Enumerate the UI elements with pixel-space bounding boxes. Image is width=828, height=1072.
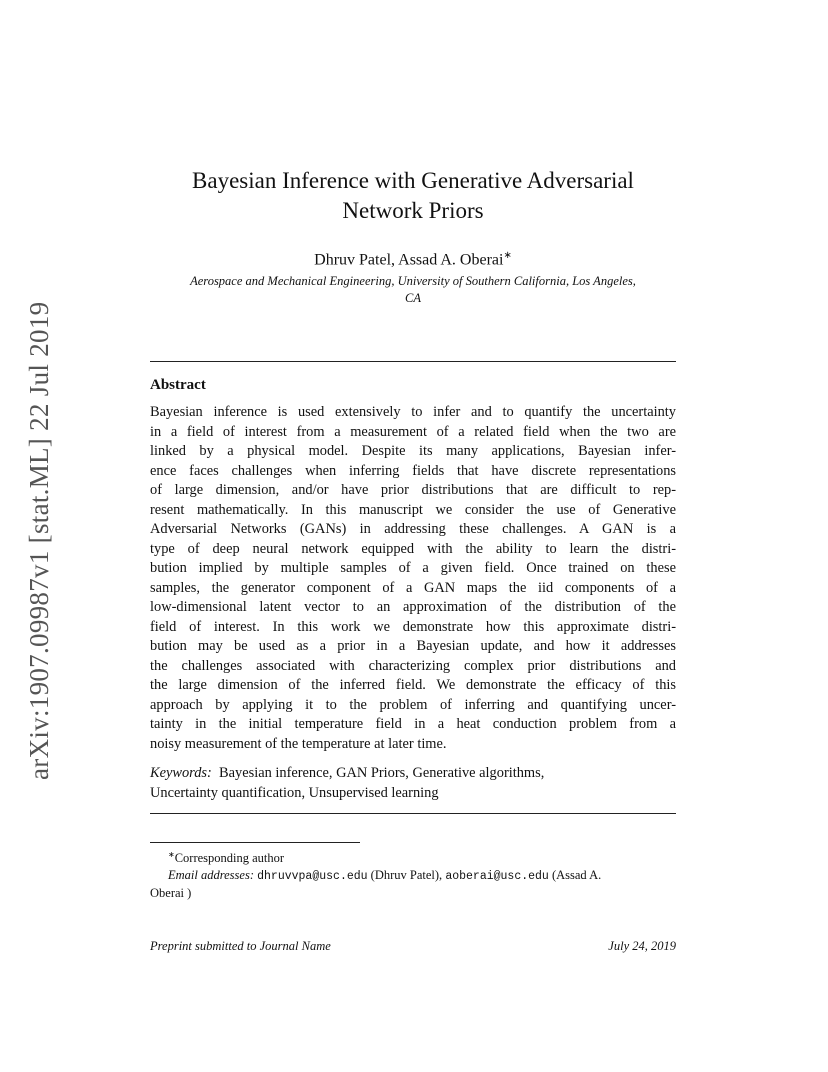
author-names: Dhruv Patel, Assad A. Oberai (314, 251, 504, 269)
email-label: Email addresses: (168, 868, 254, 883)
footnotes (150, 846, 676, 902)
email-link-oberai[interactable]: aoberai@usc.edu (445, 870, 549, 884)
email-note-continued: Oberai ) (150, 886, 192, 901)
bottom-rule (150, 813, 676, 814)
abstract-line: in a field of interest from a measurement of a related field when the two are (150, 423, 676, 440)
email-note (150, 867, 676, 885)
keywords (150, 764, 676, 803)
abstract-line: the challenges associated with characterizing complex prior distributions and (150, 657, 676, 674)
abstract-line: Adversarial Networks (GANs) in addressing these challenges. A GAN is a (150, 521, 676, 537)
footer-date: July 24, 2019 (608, 939, 676, 953)
preprint-note: Preprint submitted to Journal Name (150, 939, 331, 953)
abstract-line: approach by applying it to the problem of inferring and quantifying uncer- (150, 696, 676, 713)
abstract-line: Bayesian inference is used extensively to infer and to quantify the uncertainty (150, 404, 676, 420)
abstract-heading: Abstract (150, 377, 206, 393)
abstract-line: samples, the generator component of a GAN maps the iid components of a (150, 579, 676, 596)
email-name-oberai-1: (Assad A. (551, 868, 602, 883)
abstract-text (150, 403, 676, 754)
corresponding-author-mark: ∗ (503, 250, 512, 261)
footnote-mark: ∗ (168, 850, 175, 859)
top-rule (150, 361, 676, 362)
abstract-line: low-dimensional latent vector to an approximation of the distribution of the (150, 599, 676, 615)
affiliation-line-2: CA (405, 291, 421, 305)
keywords-label: Keywords: (150, 765, 212, 781)
abstract-line: ence faces challenges when inferring fields that have discrete representations (150, 462, 676, 479)
paper-title (150, 166, 676, 226)
abstract-line: linked by a physical model. Despite its many applications, Bayesian infer- (150, 443, 676, 459)
email-link-patel[interactable]: dhruvvpa@usc.edu (257, 870, 368, 884)
corresponding-author-note (150, 846, 676, 867)
abstract-line: tainty in the initial temperature field in a heat conduction problem from a (150, 716, 676, 732)
keywords-values-1: Bayesian inference, GAN Priors, Generative algorithms, (219, 765, 545, 781)
abstract-line: resent mathematically. In this manuscript we consider the use of Generative (150, 501, 676, 518)
title-line-1: Bayesian Inference with Generative Adversarial (192, 168, 634, 193)
affiliation-line-1: Aerospace and Mechanical Engineering, University of Southern California, Los Angeles, (190, 274, 636, 288)
affiliation (150, 273, 676, 307)
keywords-line-1 (150, 764, 676, 784)
footnote-rule (150, 842, 360, 843)
email-name-patel: (Dhruv Patel), (370, 868, 443, 883)
author-list (150, 246, 676, 270)
arxiv-stamp (22, 0, 56, 1072)
arxiv-identifier: arXiv:1907.09987v1 [stat.ML] 22 Jul 2019 (24, 301, 54, 780)
abstract-line: field of interest. In this work we demonstrate how this approximate distri- (150, 618, 676, 635)
title-line-2: Network Priors (342, 198, 484, 223)
abstract-line: the large dimension of the inferred field. We demonstrate the efficacy of this (150, 677, 676, 693)
abstract-line: noisy measurement of the temperature at later time. (150, 735, 447, 752)
abstract-line: bution implied by multiple samples of a given field. Once trained on these (150, 560, 676, 576)
keywords-values-2: Uncertainty quantification, Unsupervised learning (150, 784, 439, 801)
abstract-line: of large dimension, and/or have prior distributions that are difficult to rep- (150, 482, 676, 498)
corresponding-author-text: Corresponding author (174, 851, 285, 866)
abstract-line: type of deep neural network equipped with the ability to learn the distri- (150, 540, 676, 557)
abstract-line: bution may be used as a prior in a Bayesian update, and how it addresses (150, 638, 676, 654)
